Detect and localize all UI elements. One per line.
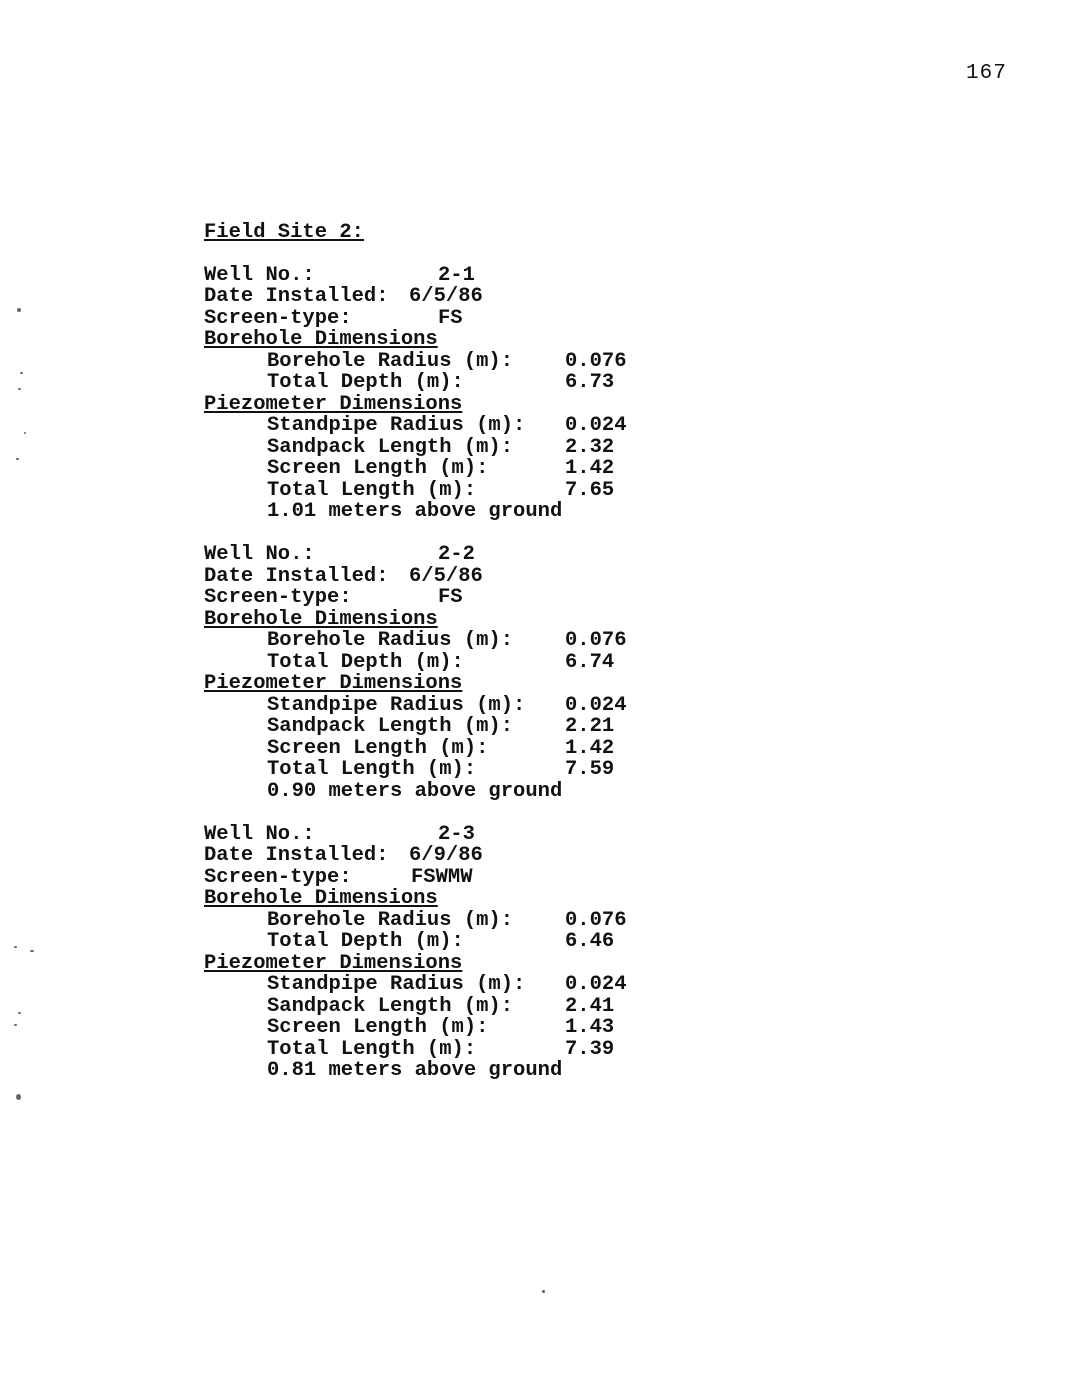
sandpack-length-row xyxy=(204,437,627,459)
page-number: 167 xyxy=(966,62,1007,85)
scan-speck xyxy=(542,1290,545,1293)
total-length-value: 7.59 xyxy=(565,758,615,781)
well-no-row xyxy=(204,544,627,566)
total-length-value: 7.65 xyxy=(565,478,615,502)
above-ground-note: 1.01 meters above ground xyxy=(267,500,563,523)
scan-speck xyxy=(17,308,21,312)
borehole-radius-label: Borehole Radius (m): xyxy=(267,629,514,652)
screen-length-row xyxy=(204,458,627,480)
date-installed-row xyxy=(204,845,627,867)
screen-type-label: Screen-type: xyxy=(204,586,352,609)
sandpack-length-row xyxy=(204,996,627,1018)
total-depth-value: 6.73 xyxy=(565,371,615,394)
total-length-row xyxy=(204,480,627,502)
total-depth-row xyxy=(204,652,627,674)
well-no-label: Well No.: xyxy=(204,822,315,846)
date-installed-label: Date Installed: xyxy=(204,564,389,588)
well-no-value: 2-2 xyxy=(438,543,475,566)
standpipe-radius-label: Standpipe Radius (m): xyxy=(267,973,526,996)
well-record xyxy=(204,544,627,802)
total-depth-label: Total Depth (m): xyxy=(267,650,464,674)
total-depth-row xyxy=(204,372,627,394)
piezometer-dimensions-heading: Piezometer Dimensions xyxy=(204,392,463,416)
total-depth-value: 6.46 xyxy=(565,930,615,953)
scan-speck xyxy=(16,1094,21,1100)
scan-speck xyxy=(18,1012,21,1014)
total-length-row xyxy=(204,759,627,781)
screen-type-value: FSWMW xyxy=(411,865,473,889)
date-installed-value: 6/5/86 xyxy=(409,564,483,588)
sandpack-length-value: 2.21 xyxy=(565,715,615,738)
well-no-value: 2-3 xyxy=(438,822,475,846)
total-length-value: 7.39 xyxy=(565,1037,615,1061)
borehole-radius-label: Borehole Radius (m): xyxy=(267,349,514,373)
well-record xyxy=(204,265,627,523)
date-installed-row xyxy=(204,566,627,588)
sandpack-length-label: Sandpack Length (m): xyxy=(267,994,514,1018)
total-length-row xyxy=(204,1039,627,1061)
screen-length-value: 1.42 xyxy=(565,736,615,760)
screen-type-value: FS xyxy=(438,586,463,609)
well-no-row xyxy=(204,824,627,846)
borehole-radius-row xyxy=(204,351,627,373)
sandpack-length-label: Sandpack Length (m): xyxy=(267,715,514,738)
standpipe-radius-value: 0.024 xyxy=(565,414,627,437)
screen-type-label: Screen-type: xyxy=(204,306,352,330)
well-record xyxy=(204,824,627,1082)
borehole-dimensions-heading: Borehole Dimensions xyxy=(204,607,438,631)
well-no-value: 2-1 xyxy=(438,263,475,287)
screen-type-row xyxy=(204,587,627,609)
borehole-radius-row xyxy=(204,630,627,652)
screen-length-row xyxy=(204,738,627,760)
screen-length-label: Screen Length (m): xyxy=(267,1016,489,1039)
borehole-radius-value: 0.076 xyxy=(565,349,627,373)
standpipe-radius-row xyxy=(204,415,627,437)
date-installed-label: Date Installed: xyxy=(204,844,389,867)
well-no-label: Well No.: xyxy=(204,263,315,287)
total-depth-label: Total Depth (m): xyxy=(267,371,464,394)
borehole-radius-label: Borehole Radius (m): xyxy=(267,908,514,932)
total-depth-label: Total Depth (m): xyxy=(267,930,464,953)
above-ground-note: 0.90 meters above ground xyxy=(267,779,563,803)
sandpack-length-row xyxy=(204,716,627,738)
borehole-radius-value: 0.076 xyxy=(565,908,627,932)
borehole-radius-row xyxy=(204,910,627,932)
sandpack-length-value: 2.41 xyxy=(565,994,615,1018)
total-length-label: Total Length (m): xyxy=(267,1037,477,1061)
well-no-label: Well No.: xyxy=(204,543,315,566)
piezometer-dimensions-heading: Piezometer Dimensions xyxy=(204,672,463,695)
total-depth-value: 6.74 xyxy=(565,650,615,674)
standpipe-radius-row xyxy=(204,974,627,996)
screen-type-value: FS xyxy=(438,306,463,330)
borehole-dimensions-heading: Borehole Dimensions xyxy=(204,887,438,910)
document-body xyxy=(204,222,627,1103)
date-installed-value: 6/9/86 xyxy=(409,844,483,867)
site-title: Field Site 2: xyxy=(204,221,364,244)
date-installed-label: Date Installed: xyxy=(204,285,389,308)
screen-length-label: Screen Length (m): xyxy=(267,736,489,760)
screen-type-row xyxy=(204,867,627,889)
standpipe-radius-label: Standpipe Radius (m): xyxy=(267,693,526,717)
borehole-radius-value: 0.076 xyxy=(565,629,627,652)
standpipe-radius-row xyxy=(204,695,627,717)
scan-speck xyxy=(24,432,26,434)
scan-speck xyxy=(14,1024,17,1026)
screen-length-value: 1.43 xyxy=(565,1016,615,1039)
screen-type-row xyxy=(204,308,627,330)
standpipe-radius-value: 0.024 xyxy=(565,693,627,717)
standpipe-radius-value: 0.024 xyxy=(565,973,627,996)
piezometer-dimensions-heading: Piezometer Dimensions xyxy=(204,951,463,975)
scan-speck xyxy=(14,946,17,948)
date-installed-row xyxy=(204,286,627,308)
scan-speck xyxy=(30,950,34,952)
screen-length-value: 1.42 xyxy=(565,457,615,480)
scan-speck xyxy=(20,372,23,374)
total-length-label: Total Length (m): xyxy=(267,478,477,502)
scan-speck xyxy=(18,388,21,390)
date-installed-value: 6/5/86 xyxy=(409,285,483,308)
screen-type-label: Screen-type: xyxy=(204,865,352,889)
sandpack-length-value: 2.32 xyxy=(565,435,615,459)
well-no-row xyxy=(204,265,627,287)
above-ground-note: 0.81 meters above ground xyxy=(267,1059,563,1082)
screen-length-label: Screen Length (m): xyxy=(267,457,489,480)
sandpack-length-label: Sandpack Length (m): xyxy=(267,435,514,459)
screen-length-row xyxy=(204,1017,627,1039)
standpipe-radius-label: Standpipe Radius (m): xyxy=(267,414,526,437)
scan-speck xyxy=(16,458,19,460)
total-length-label: Total Length (m): xyxy=(267,758,477,781)
borehole-dimensions-heading: Borehole Dimensions xyxy=(204,328,438,351)
total-depth-row xyxy=(204,931,627,953)
